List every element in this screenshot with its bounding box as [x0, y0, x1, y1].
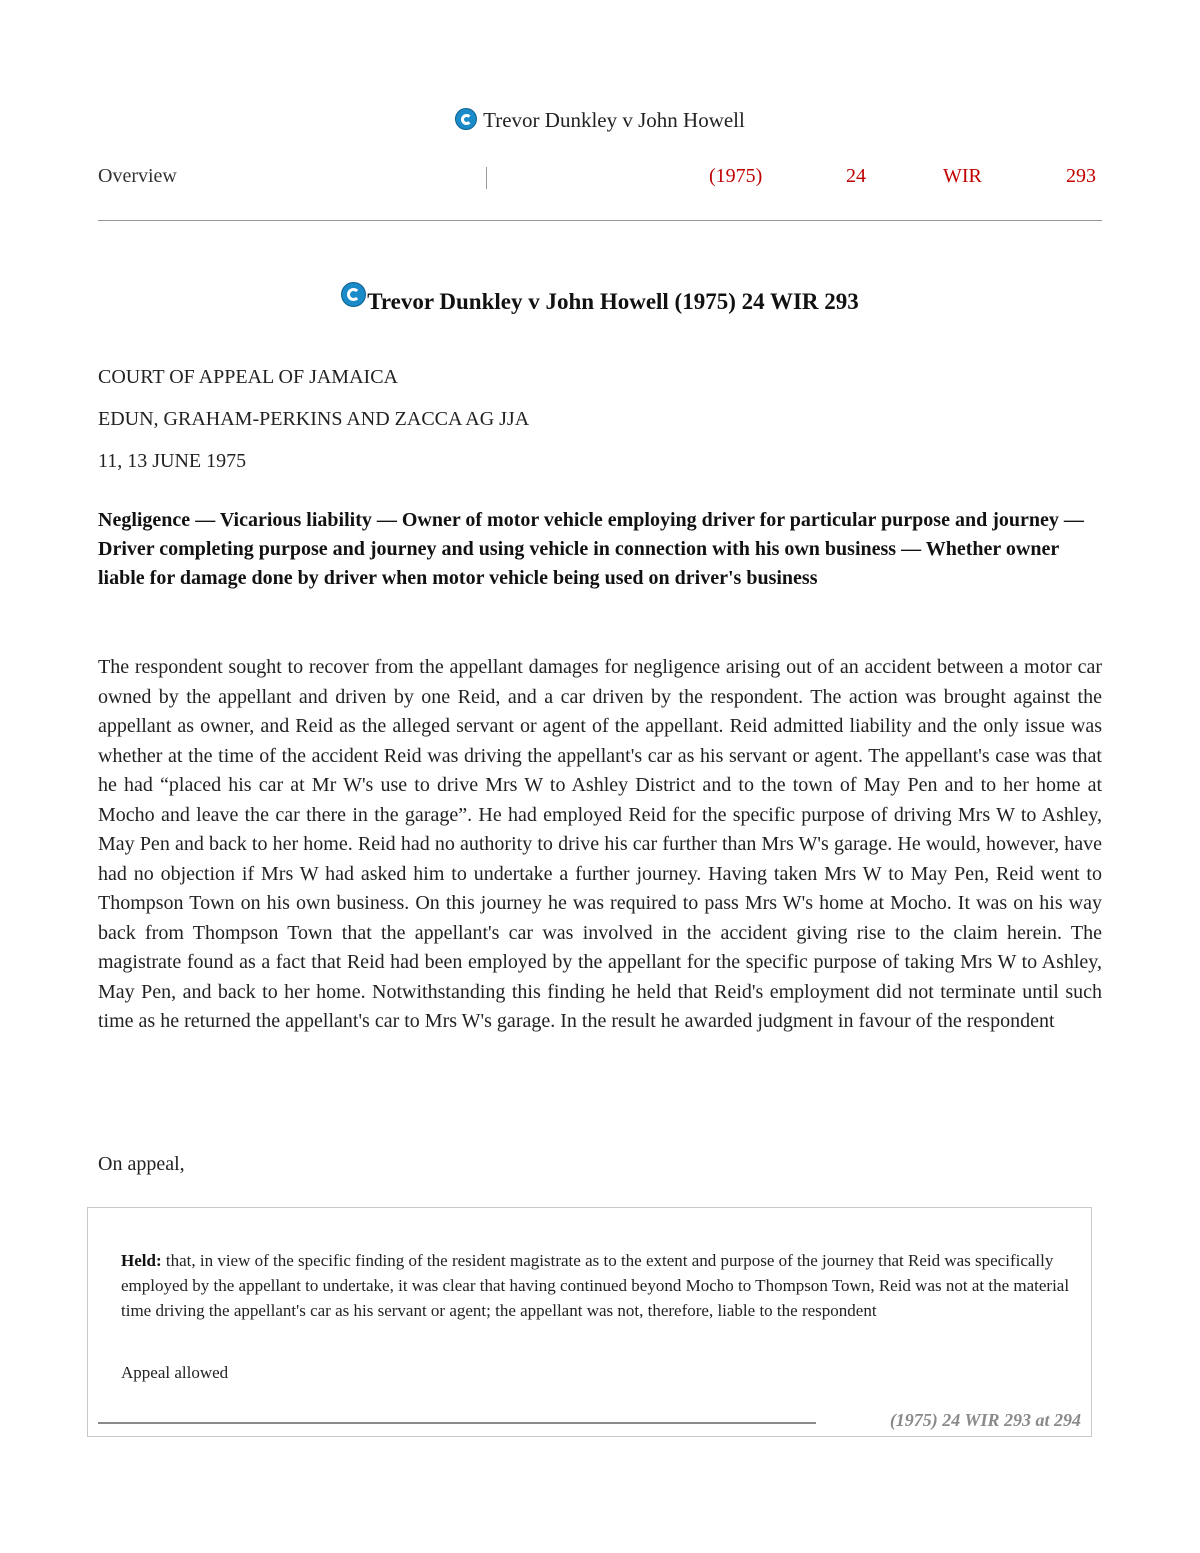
citation-report: WIR — [943, 165, 982, 187]
holding-paragraph — [121, 1248, 1071, 1323]
overview-divider — [486, 167, 487, 189]
header-divider — [98, 220, 1102, 221]
judges: EDUN, GRAHAM-PERKINS AND ZACCA AG JJA — [98, 408, 530, 430]
held-label: Held: — [121, 1251, 162, 1270]
citation-volume: 24 — [846, 165, 866, 187]
citation-status-icon[interactable] — [455, 108, 477, 130]
document-header-title — [0, 108, 1200, 133]
citation-page: 293 — [1066, 165, 1096, 187]
citation-year: (1975) — [709, 165, 763, 187]
page-reference: (1975) 24 WIR 293 at 294 — [889, 1410, 1081, 1430]
judgment-dates: 11, 13 JUNE 1975 — [98, 450, 247, 472]
catchwords: Negligence — Vicarious liability — Owner of motor vehicle employing driver for particular purpose and journey — Driver completing purpose and journey and using vehicle in connection with his own business — Whether owner liable for damage done by driver when motor vehicle being used on driver's business — [98, 509, 1084, 589]
overview-link[interactable]: Overview — [98, 165, 177, 187]
overview-row — [98, 165, 1102, 193]
court-name: COURT OF APPEAL OF JAMAICA — [98, 366, 398, 388]
case-summary: The respondent sought to recover from the appellant damages for negligence arising out of an accident between a motor car owned by the appellant and driven by one Reid, and a car driven by the respondent. The action was brought against the appellant as owner, and Reid as the alleged servant or agent of the appellant. Reid admitted liability and the only issue was whether at the time of the accident Reid was driving the appellant's car as his servant or agent. The appellant's case was that he had “placed his car at Mr W's use to drive Mrs W to Ashley District and to the town of May Pen and to her home at Mocho and leave the car there in the garage”. He had employed Reid for the specific purpose of driving Mrs W to Ashley, May Pen and back to her home. Reid had no authority to drive his car further than Mrs W's garage. He would, however, have had no objection if Mrs W had asked him to undertake a further journey. Having taken Mrs W to May Pen, Reid went to Thompson Town on his own business. On this journey he was required to pass Mrs W's home at Mocho. It was on his way back from Thompson Town that the appellant's car was involved in the accident giving rise to the claim herein. The magistrate found as a fact that Reid had been employed by the appellant for the specific purpose of taking Mrs W to Ashley, May Pen, and back to her home. Notwithstanding this finding he held that Reid's employment did not terminate until such time as he returned the appellant's car to Mrs W's garage. In the result he awarded judgment in favour of the respondent — [98, 656, 1102, 1032]
holding-box — [87, 1207, 1092, 1437]
page-break-rule — [98, 1422, 816, 1424]
on-appeal-label: On appeal, — [98, 1153, 185, 1175]
header-title-text: Trevor Dunkley v John Howell — [483, 108, 745, 132]
appeal-outcome: Appeal allowed — [121, 1363, 229, 1382]
citation-status-icon[interactable] — [341, 282, 366, 307]
case-title-text: Trevor Dunkley v John Howell (1975) 24 WIR 293 — [367, 289, 859, 314]
case-title — [0, 282, 1200, 315]
holding-text: that, in view of the specific finding of the resident magistrate as to the extent and purpose of the journey that Reid was specifically employed by the appellant to undertake, it was clear that having continued beyond Mocho to Thompson Town, Reid was not at the material time driving the appellant's car as his servant or agent; the appellant was not, therefore, liable to the respondent — [121, 1251, 1070, 1320]
